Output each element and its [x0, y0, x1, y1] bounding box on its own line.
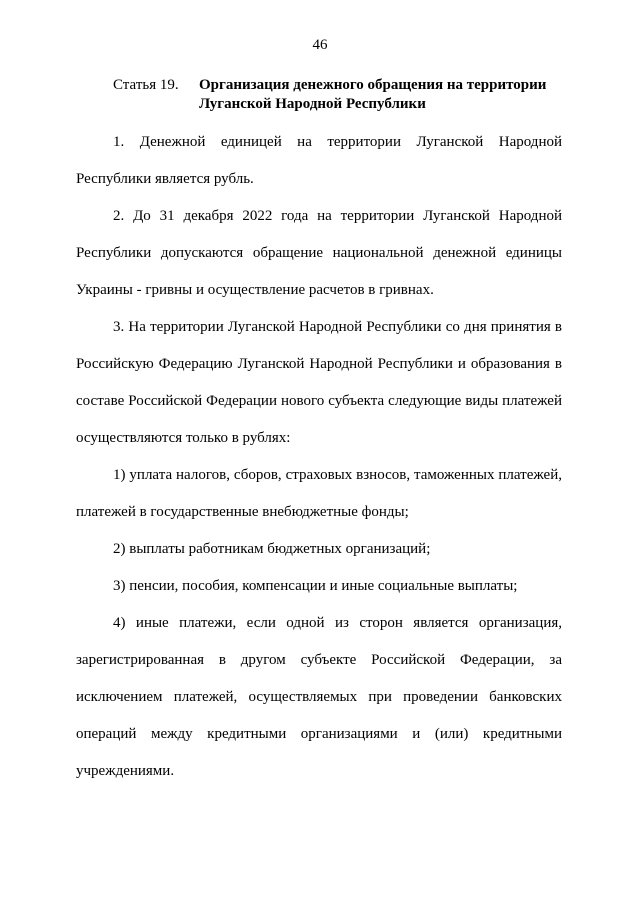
list-item-2: 2) выплаты работникам бюджетных организаций;	[113, 541, 431, 557]
paragraph-3: 3. На территории Луганской Народной Республики со дня принятия в Российскую Федерацию Луганской Народной Республики и образования в составе Российской Федерации нового субъекта следующие виды платежей осуществляются только в рублях:	[76, 319, 562, 446]
list-item-1: 1) уплата налогов, сборов, страховых взносов, таможенных платежей, платежей в государственные внебюджетные фонды;	[76, 467, 562, 520]
page-number: 46	[312, 37, 328, 53]
paragraph-1: 1. Денежной единицей на территории Луганской Народной Республики является рубль.	[76, 134, 562, 187]
article-body	[76, 124, 562, 790]
list-item-4: 4) иные платежи, если одной из сторон является организация, зарегистрированная в другом субъекте Российской Федерации, за исключением платежей, осуществляемых при проведении банковских операций между кредитными организациями и (или) кредитными учреждениями.	[76, 615, 562, 779]
article-label: Статья 19.	[113, 77, 179, 93]
list-item-3: 3) пенсии, пособия, компенсации и иные социальные выплаты;	[113, 578, 518, 594]
article-title: Организация денежного обращения на территории Луганской Народной Республики	[199, 77, 547, 112]
paragraph-2: 2. До 31 декабря 2022 года на территории Луганской Народной Республики допускаются обращение национальной денежной единицы Украины - гривны и осуществление расчетов в гривнах.	[76, 208, 562, 298]
